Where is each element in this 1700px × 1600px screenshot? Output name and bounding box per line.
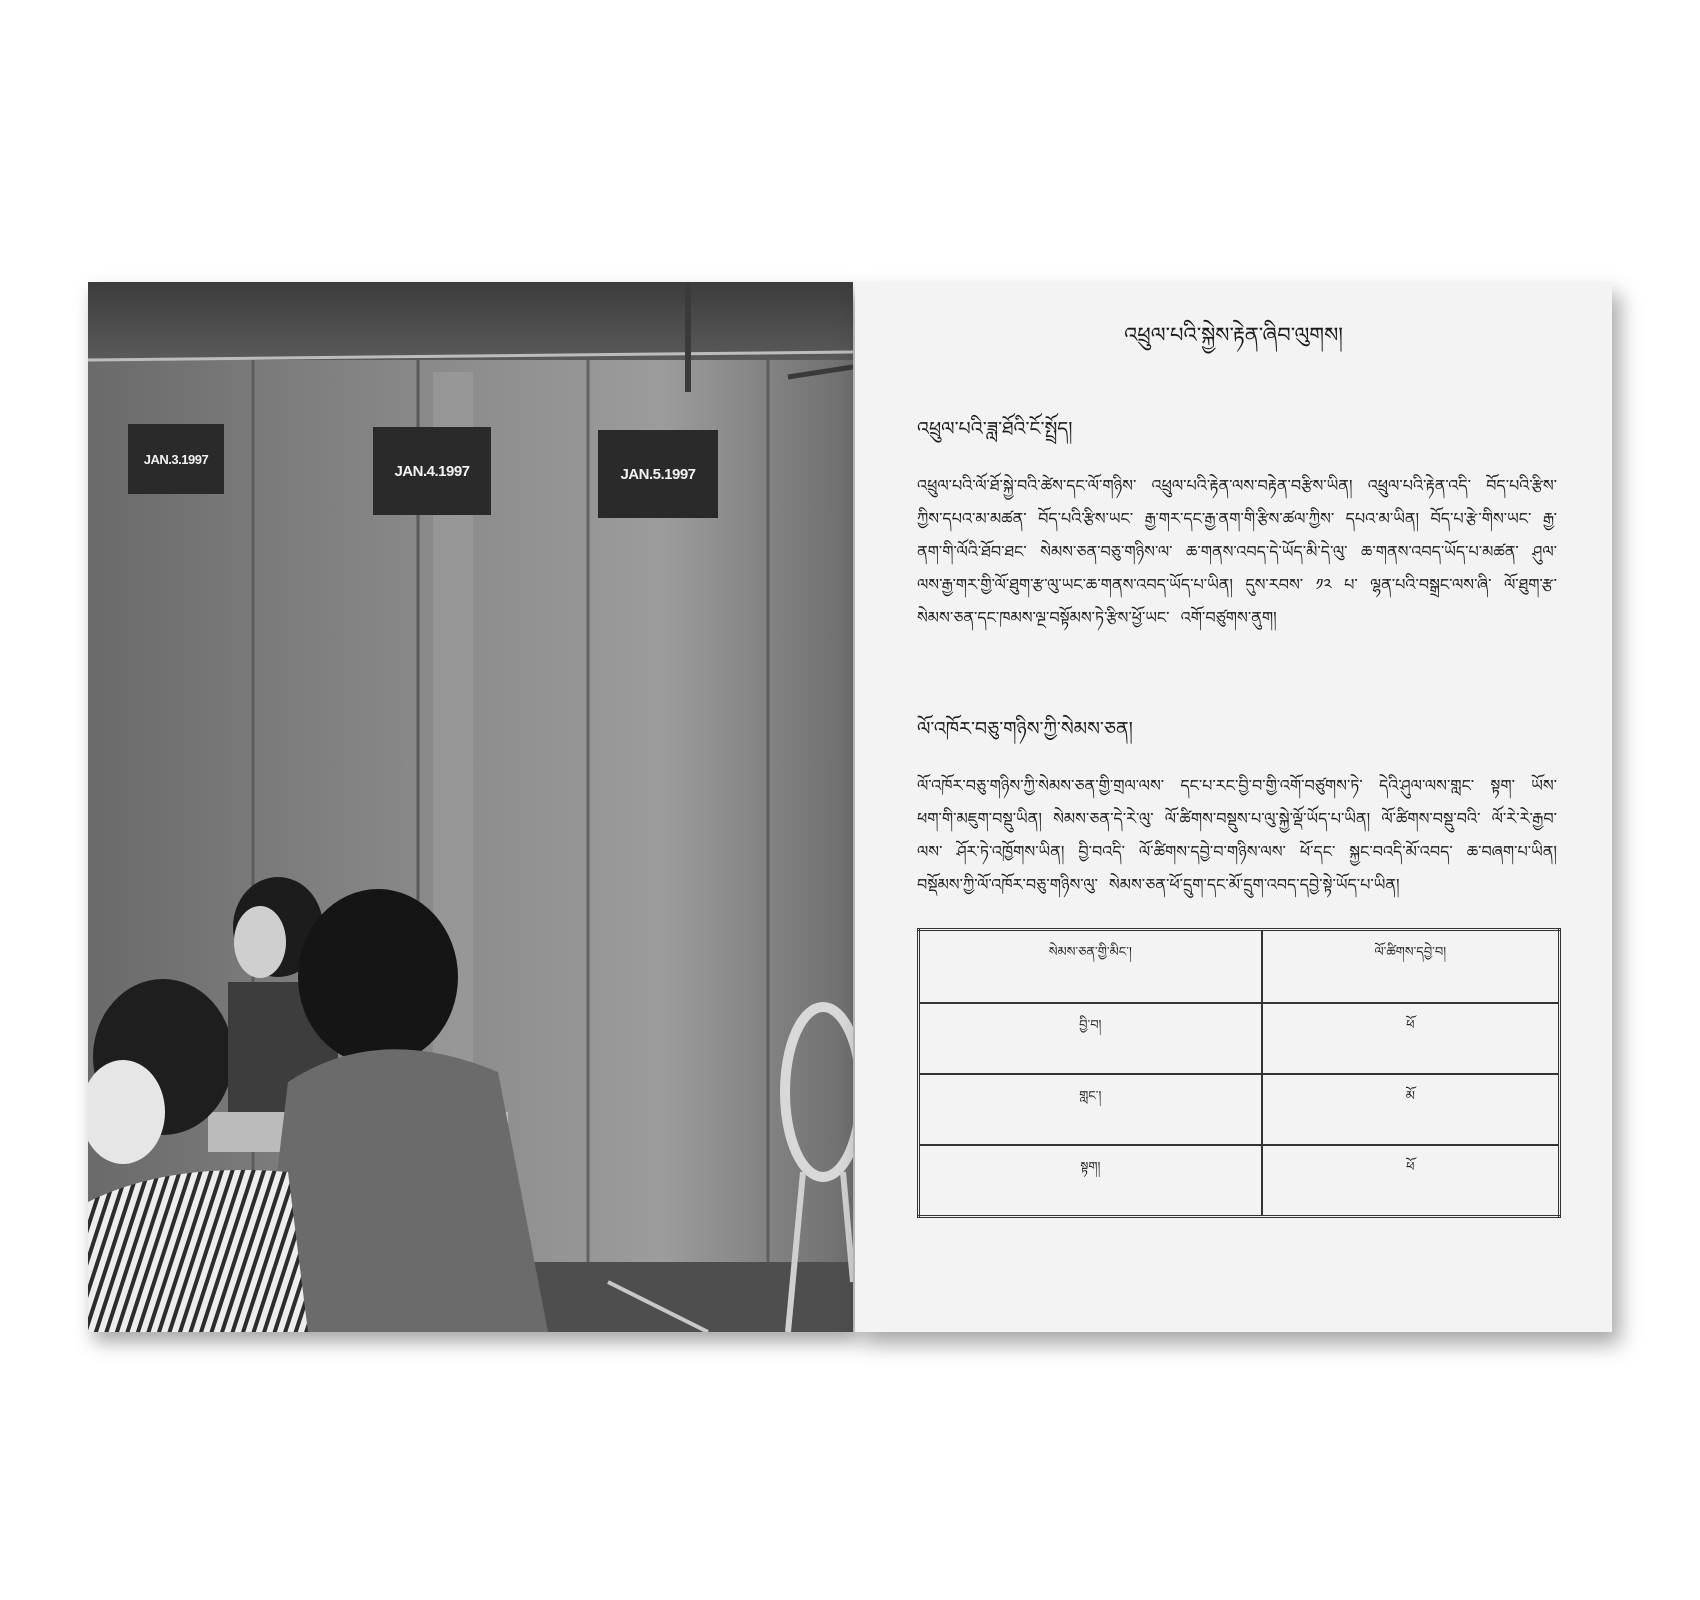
section-heading: འཕྲུལ་པའི་ཟླ་ཐོའི་ངོ་སྤྲོད། bbox=[917, 418, 1073, 440]
text-page bbox=[855, 282, 1612, 1332]
section-heading: ལོ་འཁོར་བཅུ་གཉིས་ཀྱི་སེམས་ཅན། bbox=[917, 718, 1133, 740]
table-row bbox=[919, 1074, 1560, 1145]
table-cell: སྟག། bbox=[919, 1145, 1262, 1217]
table-header-row bbox=[919, 930, 1560, 1004]
table-cell: ཕོ bbox=[1262, 1145, 1560, 1217]
section-zodiac-animals bbox=[917, 707, 1557, 901]
table-cell: མོ bbox=[1262, 1074, 1560, 1145]
photo-page bbox=[88, 282, 853, 1332]
table-row bbox=[919, 1003, 1560, 1074]
date-card: JAN.3.1997 bbox=[128, 424, 224, 494]
table-cell: གླང་། bbox=[919, 1074, 1262, 1145]
table-header: ལོ་ཚིགས་དབྱེ་བ། bbox=[1262, 930, 1560, 1004]
date-card: JAN.4.1997 bbox=[373, 427, 491, 515]
animal-gender-table bbox=[917, 928, 1561, 1218]
section-calendar-intro bbox=[917, 407, 1557, 634]
table-header: སེམས་ཅན་གྱི་མིང་། bbox=[919, 930, 1262, 1004]
page-title: འཕྲུལ་པའི་སྐྱེས་རྟེན་ཞིབ་ལུགས། bbox=[1124, 323, 1343, 347]
section-paragraph: འཕྲུལ་པའི་ལོ་ཐོ་སྐྱེ་བའི་ཚེས་དང་ལོ་གཉིས་ འཕྲུལ་པའི་རྟེན་ལས་བརྟེན་བརྩིས་ཡིན། འཕྲུལ་པའི་རྟེན་འདི་ བོད་པའི་རྩིས་ཀྱིས་དཔའ་མ་མཚན་ བོད་པའི་རྩིས་ཡང་ རྒྱ་གར་དང་རྒྱ་ནག་གི་རྩིས་ཚལ་ཀྱིས་ དཔའ་མ་ཡིན། བོད་པ་རྩེ་གིས་ཡང་ རྒྱ་ནག་གི་ལོའི་ཐོབ་ཐང་ སེམས་ཅན་བཅུ་གཉིས་ལ་ ཆ་གནས་འབད་དེ་ཡོད་མི་དེ་ལུ་ ཆ་གནས་འབད་ཡོད་པ་མཚན་ ཤུལ་ལས་རྒྱ་གར་གྱི་ལོ་ཐུག་རྩ་ལུ་ཡང་ཆ་གནས་འབད་ཡོད་པ་ཡིན། དུས་རབས་ ༡༢ པ་ ལྷན་པའི་བསྒྲང་ལས་ཞི་ ལོ་ཐུག་རྩ་ སེམས་ཅན་དང་ཁམས་ལྔ་བསྟོམས་ཏེ་རྩིས་ཕྱོ་ཡང་ འགོ་བཙུགས་ནུག། bbox=[917, 476, 1557, 627]
table-cell: བྱི་བ། bbox=[919, 1003, 1262, 1074]
date-card: JAN.5.1997 bbox=[598, 430, 718, 518]
section-paragraph: ལོ་འཁོར་བཅུ་གཉིས་ཀྱི་སེམས་ཅན་གྱི་གྲལ་ལས་ དང་པ་རང་བྱི་བ་གྱི་འགོ་བཙུགས་ཏེ་ དེའི་ཤུལ་ལས་གླང་ སྟག་ ཡོས་ཕག་གི་མཇུག་བསྡུ་ཡིན། སེམས་ཅན་དེ་རེ་ལུ་ ལོ་ཚིགས་བསྡུས་པ་ལུ་སྐྱེ་ལྡོ་ཡོད་པ་ཡིན། ལོ་ཚིགས་བསྡུ་བའི་ ལོ་རེ་རེ་རྒྱབ་ལས་ ཤོར་ཏེ་འཁྱོགས་ཡིན། བྱི་བའདི་ ལོ་ཚིགས་དབྱེ་བ་གཉིས་ལས་ ཕོ་དང་ སྐྱང་བའདི་མོ་འབད་ ཆ་བཞག་པ་ཡིན། བསྡོམས་ཀྱི་ལོ་འཁོར་བཅུ་གཉིས་ལུ་ སེམས་ཅན་ཕོ་དྲུག་དང་མོ་དྲུག་འབད་དབྱེ་སྟེ་ཡོད་པ་ཡིན། bbox=[917, 776, 1557, 894]
table-cell: ཕོ bbox=[1262, 1003, 1560, 1074]
table-row bbox=[919, 1145, 1560, 1217]
